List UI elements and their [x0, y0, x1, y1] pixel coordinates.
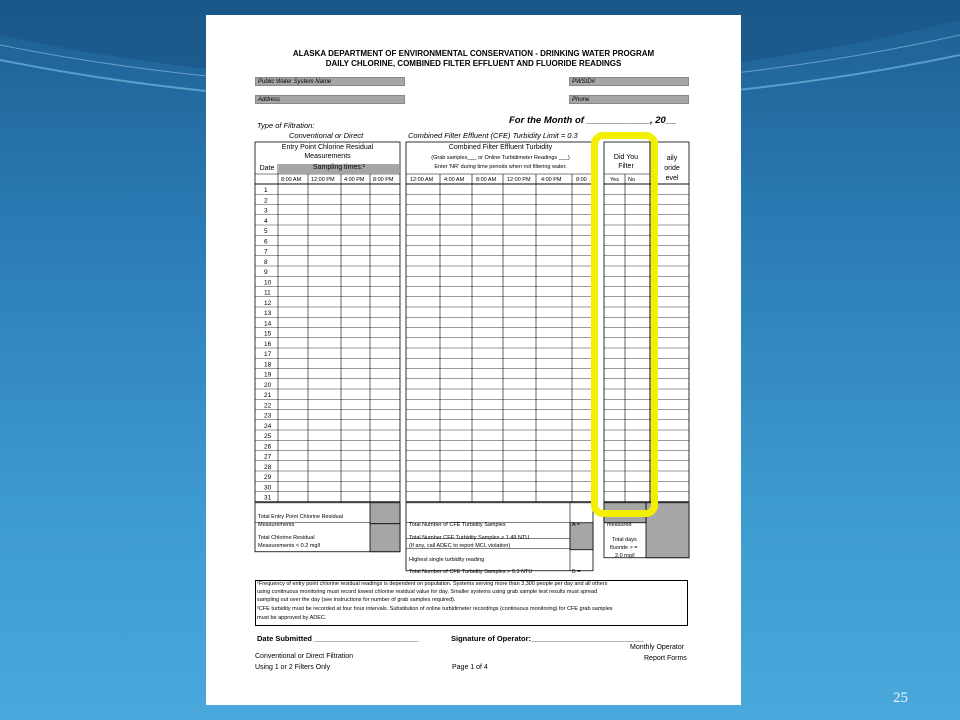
chlorine-header-1: Entry Point Chlorine Residual — [281, 144, 374, 151]
highlight-did-you-filter — [591, 132, 658, 517]
chlorine-body — [255, 184, 400, 502]
did-you-filter-1: Did You — [613, 154, 639, 161]
chlorine-time-2: 12:00 PM — [311, 177, 335, 183]
cfe-time-1: 12:00 AM — [410, 177, 434, 183]
day-number: 5 — [264, 228, 268, 235]
total-cfe-over-03: Total Number of CFE Turbidity Samples > 0.3 NTU — [409, 569, 533, 575]
day-number: 16 — [264, 340, 272, 348]
b-label: B = — [572, 569, 581, 575]
cfe-header-3: Enter 'NR' during time periods when not filtering water. — [434, 164, 567, 170]
a-label: A = — [572, 522, 581, 528]
cfe-time-2: 4:00 AM — [444, 177, 465, 183]
day-number: 15 — [264, 330, 272, 338]
cfe-body — [406, 184, 593, 502]
filtration-type-label: Type of Filtration: — [257, 121, 315, 130]
day-number: 11 — [264, 289, 271, 297]
phone-field[interactable]: Phone — [569, 95, 689, 104]
page-indicator: Page 1 of 4 — [452, 664, 488, 671]
cfe-time-3: 8:00 AM — [476, 177, 497, 183]
totals-grey-cell — [370, 524, 400, 552]
day-number: 27 — [264, 453, 272, 461]
total-entry-point-2: Measurements — [258, 522, 295, 528]
system-name-field[interactable]: Public Water System Name — [255, 77, 405, 86]
day-number: 4 — [264, 217, 268, 225]
chlorine-header-2: Measurements — [304, 153, 351, 160]
month-label: For the Month of ____________, 20__ — [509, 115, 677, 126]
totals-grey-cell — [370, 503, 400, 524]
day-number: 7 — [264, 248, 268, 256]
cfe-note: (If any, call ADEC to report MCL violation) — [409, 543, 511, 549]
total-chlorine-low-2: Measurements < 0.2 mg/l — [258, 543, 321, 549]
footnote-line-3: sampling out over the day (see instructions for number of grab samples required). — [257, 597, 456, 603]
fluoride-header-1: aily — [666, 155, 678, 162]
day-number: 30 — [264, 484, 272, 492]
yes-label: Yes — [610, 177, 619, 183]
address-field[interactable]: Address — [255, 95, 405, 104]
date-submitted[interactable]: Date Submitted _________________________ — [257, 634, 419, 643]
fluoride-header-2: oride — [664, 165, 680, 172]
cfe-limit-label: Combined Filter Effluent (CFE) Turbidity Limit = 0.3 — [408, 131, 578, 140]
footer-right-2: Report Forms — [644, 655, 687, 662]
day-number: 19 — [264, 371, 272, 379]
slide-number: 25 — [893, 690, 908, 706]
day-number: 2 — [264, 197, 268, 205]
total-cfe-over-149: Total Number CFE Turbidity Samples > 1.49 NTU — [409, 535, 530, 541]
form-title: ALASKA DEPARTMENT OF ENVIRONMENTAL CONSERVATION - DRINKING WATER PROGRAM — [292, 49, 655, 58]
footnote-line-4: ²CFE turbidity must be recorded at four hour intervals. Substitution of online turbidimeter recordings (continuous monitoring) for CFE grab samples — [257, 606, 613, 612]
pwsid-field[interactable]: PWSID# — [569, 77, 689, 86]
footnote-line-5: must be approved by ADEC. — [257, 615, 327, 621]
fluoride-days-3: 2.0 mg/l — [615, 553, 635, 559]
chlorine-time-4: 8:00 PM — [373, 177, 394, 183]
day-number: 13 — [264, 310, 272, 317]
cfe-time-6: 8:00 — [576, 177, 587, 183]
day-number: 8 — [264, 258, 268, 266]
day-number: 28 — [264, 463, 272, 471]
total-chlorine-low-1: Total Chlorine Residual — [258, 535, 315, 541]
total-entry-point-1: Total Entry Point Chlorine Residual — [258, 514, 343, 520]
chlorine-time-3: 4:00 PM — [344, 177, 365, 183]
footer-left-1: Conventional or Direct Filtration — [255, 653, 354, 660]
total-cfe-samples: Total Number of CFE Turbidity Samples — [409, 522, 506, 528]
footnote-line-2: using continuous monitoring must record lowest chlorine residual value for day. Smaller systems using grab sample test results must spread — [257, 589, 598, 595]
day-number: 21 — [264, 392, 272, 399]
no-label: No — [628, 177, 636, 183]
sampling-times-label: Sampling times:¹ — [279, 164, 399, 174]
footer-left-2: Using 1 or 2 Filters Only — [255, 664, 331, 671]
day-number: 31 — [264, 494, 272, 502]
day-number: 10 — [264, 279, 272, 287]
day-number: 18 — [264, 361, 272, 369]
cfe-time-4: 12:00 PM — [507, 177, 531, 183]
measured-label: measured — [607, 522, 632, 528]
cfe-time-5: 4:00 PM — [541, 177, 562, 183]
operator-signature[interactable]: Signature of Operator:___________________________ — [451, 634, 644, 643]
cfe-header-1: Combined Filter Effluent Turbidity — [448, 144, 553, 151]
day-number: 23 — [264, 412, 272, 420]
footer-right-1: Monthly Operator — [630, 644, 685, 651]
day-number: 12 — [264, 299, 272, 307]
day-number: 3 — [264, 207, 268, 215]
fluoride-days-1: Total days — [612, 537, 637, 543]
form-subtitle: DAILY CHLORINE, COMBINED FILTER EFFLUENT AND FLUORIDE READINGS — [325, 59, 622, 68]
cfe-header-2: (Grab samples___ or Online Turbidimeter Readings ___) — [431, 155, 570, 161]
fluoride-days-2: fluoride > = — [610, 545, 638, 551]
day-number: 20 — [264, 381, 272, 389]
day-number: 24 — [264, 422, 272, 430]
day-number: 17 — [264, 351, 272, 358]
form-document — [206, 15, 741, 705]
day-number: 25 — [264, 433, 272, 440]
highest-turbidity: Highest single turbidity reading — [409, 557, 485, 563]
day-number: 9 — [264, 269, 268, 276]
day-number: 1 — [264, 187, 268, 194]
day-number: 29 — [264, 474, 272, 481]
date-label: Date — [259, 165, 275, 172]
footnote-line-1: ¹Frequency of entry point chlorine residual readings is dependent on population. Systems serving more than 3,300 people per day and all others — [257, 581, 608, 587]
day-number: 26 — [264, 443, 272, 451]
day-number: 22 — [264, 402, 272, 410]
chlorine-time-1: 8:00 AM — [281, 177, 302, 183]
fluoride-header-3: evel — [665, 175, 679, 182]
day-number: 14 — [264, 320, 272, 328]
day-number: 6 — [264, 238, 268, 246]
did-you-filter-2: Filter — [618, 163, 634, 170]
filtration-options: Conventional or Direct — [289, 131, 364, 140]
